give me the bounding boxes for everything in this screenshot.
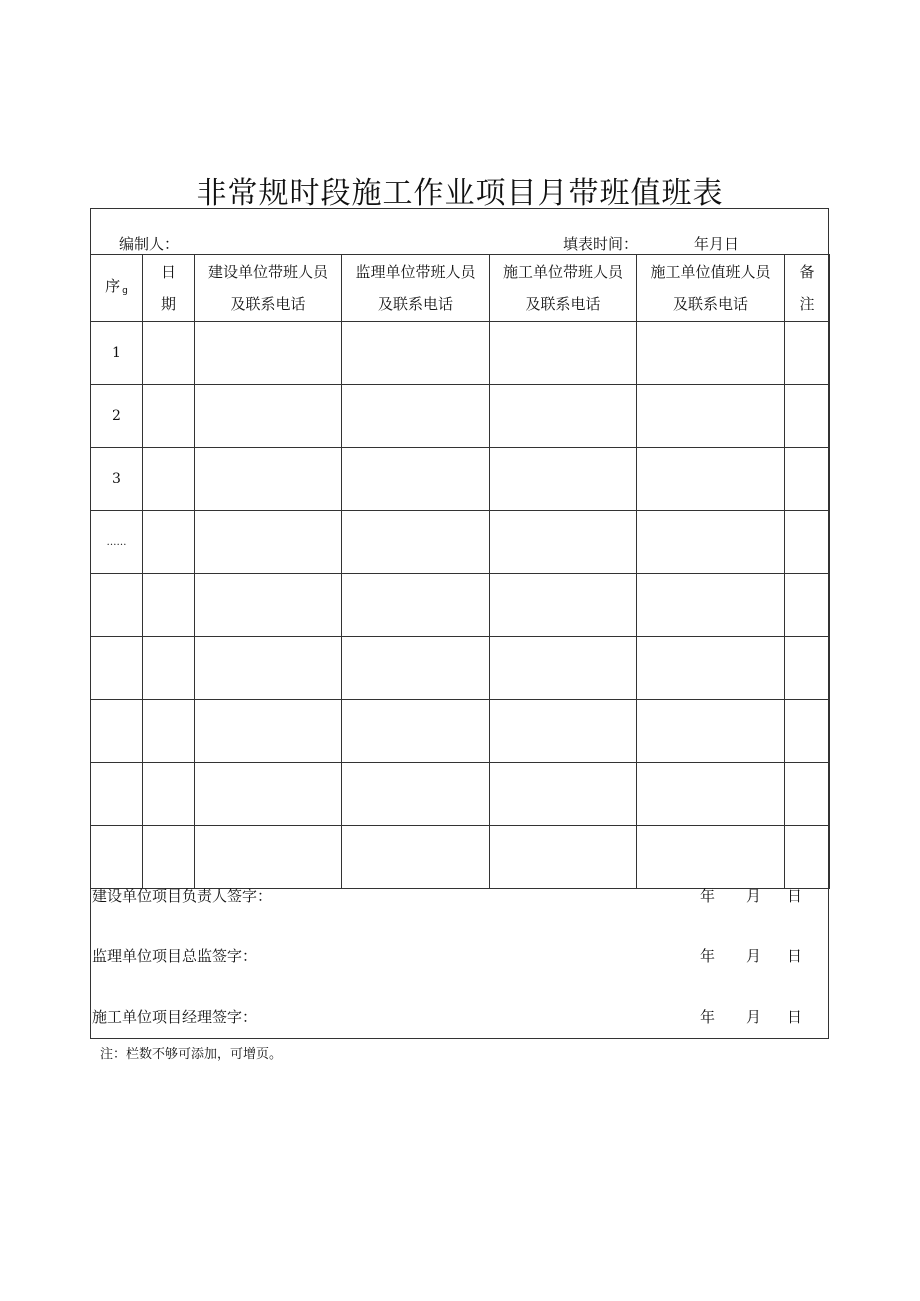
table-cell[interactable] <box>143 322 195 385</box>
signature-label: 建设单位项目负责人签字： <box>92 887 273 905</box>
fill-date-label: 年月日 <box>694 235 740 253</box>
table-cell[interactable] <box>195 763 342 826</box>
table-cell[interactable] <box>195 511 342 574</box>
signature-year: 年 <box>700 947 716 965</box>
signature-row-owner <box>90 885 829 915</box>
table-cell[interactable] <box>143 763 195 826</box>
table-cell[interactable] <box>637 322 785 385</box>
row-number-cell <box>91 763 143 826</box>
page-title: 非常规时段施工作业项目月带班值班表 <box>196 176 724 211</box>
table-row <box>91 511 830 574</box>
table-cell[interactable] <box>785 700 830 763</box>
col-header-seq: 序 g <box>91 255 143 322</box>
col-header-remarks: 备 注 <box>785 255 830 322</box>
table-row <box>91 700 830 763</box>
signature-day: 日 <box>787 1008 803 1026</box>
table-cell[interactable] <box>490 385 637 448</box>
table-cell[interactable] <box>195 322 342 385</box>
table-cell[interactable] <box>195 826 342 889</box>
col-header-contractor-duty: 施工单位值班人员 及联系电话 <box>637 255 785 322</box>
footnote: 注：栏数不够可添加，可增页。 <box>100 1047 283 1062</box>
table-cell[interactable] <box>637 448 785 511</box>
table-cell[interactable] <box>637 385 785 448</box>
table-cell[interactable] <box>785 385 830 448</box>
row-number-cell <box>91 637 143 700</box>
table-cell[interactable] <box>342 322 490 385</box>
table-cell[interactable] <box>490 448 637 511</box>
row-number-cell: 2 <box>91 385 143 448</box>
table-row <box>91 826 830 889</box>
duty-table <box>90 254 830 889</box>
table-cell[interactable] <box>195 574 342 637</box>
table-row <box>91 448 830 511</box>
form-header-row <box>90 208 829 254</box>
table-row <box>91 763 830 826</box>
table-cell[interactable] <box>342 826 490 889</box>
table-cell[interactable] <box>342 511 490 574</box>
row-number-cell: 3 <box>91 448 143 511</box>
table-cell[interactable] <box>342 637 490 700</box>
signature-month: 月 <box>746 947 762 965</box>
table-cell[interactable] <box>785 826 830 889</box>
col-header-supervisor-leader: 监理单位带班人员 及联系电话 <box>342 255 490 322</box>
table-cell[interactable] <box>143 574 195 637</box>
signature-year: 年 <box>700 1008 716 1026</box>
table-cell[interactable] <box>143 700 195 763</box>
signature-label: 监理单位项目总监签字： <box>92 947 258 965</box>
table-row <box>91 322 830 385</box>
table-row <box>91 385 830 448</box>
signature-day: 日 <box>787 887 803 905</box>
signature-day: 日 <box>787 947 803 965</box>
table-cell[interactable] <box>490 763 637 826</box>
table-row <box>91 574 830 637</box>
table-cell[interactable] <box>195 385 342 448</box>
signature-label: 施工单位项目经理签字： <box>92 1008 258 1026</box>
table-cell[interactable] <box>143 826 195 889</box>
table-cell[interactable] <box>342 385 490 448</box>
table-cell[interactable] <box>342 700 490 763</box>
table-cell[interactable] <box>490 637 637 700</box>
row-number-cell: …… <box>91 511 143 574</box>
row-number-cell: 1 <box>91 322 143 385</box>
col-header-date: 日 期 <box>143 255 195 322</box>
table-cell[interactable] <box>342 763 490 826</box>
table-cell[interactable] <box>143 511 195 574</box>
col-header-owner-leader: 建设单位带班人员 及联系电话 <box>195 255 342 322</box>
table-cell[interactable] <box>637 637 785 700</box>
table-row <box>91 637 830 700</box>
fill-time-label: 填表时间： <box>563 235 639 253</box>
table-cell[interactable] <box>143 448 195 511</box>
table-cell[interactable] <box>637 763 785 826</box>
table-cell[interactable] <box>490 511 637 574</box>
table-cell[interactable] <box>342 448 490 511</box>
signature-row-supervisor <box>90 945 829 975</box>
row-number-cell <box>91 826 143 889</box>
compiler-label: 编制人： <box>119 235 180 253</box>
signature-row-contractor <box>90 1006 829 1036</box>
table-cell[interactable] <box>195 700 342 763</box>
table-cell[interactable] <box>785 574 830 637</box>
row-number-cell <box>91 574 143 637</box>
table-cell[interactable] <box>143 637 195 700</box>
table-cell[interactable] <box>785 511 830 574</box>
table-cell[interactable] <box>342 574 490 637</box>
signature-year: 年 <box>700 887 716 905</box>
table-cell[interactable] <box>195 637 342 700</box>
table-cell[interactable] <box>785 448 830 511</box>
table-header-row <box>91 255 830 322</box>
table-cell[interactable] <box>637 511 785 574</box>
table-cell[interactable] <box>195 448 342 511</box>
table-cell[interactable] <box>490 322 637 385</box>
signature-month: 月 <box>746 887 762 905</box>
table-cell[interactable] <box>785 637 830 700</box>
table-cell[interactable] <box>637 700 785 763</box>
table-cell[interactable] <box>490 826 637 889</box>
row-number-cell <box>91 700 143 763</box>
table-cell[interactable] <box>785 763 830 826</box>
table-cell[interactable] <box>785 322 830 385</box>
table-cell[interactable] <box>143 385 195 448</box>
table-cell[interactable] <box>490 700 637 763</box>
signature-month: 月 <box>746 1008 762 1026</box>
table-cell[interactable] <box>637 826 785 889</box>
table-cell[interactable] <box>637 574 785 637</box>
table-cell[interactable] <box>490 574 637 637</box>
col-header-contractor-leader: 施工单位带班人员 及联系电话 <box>490 255 637 322</box>
